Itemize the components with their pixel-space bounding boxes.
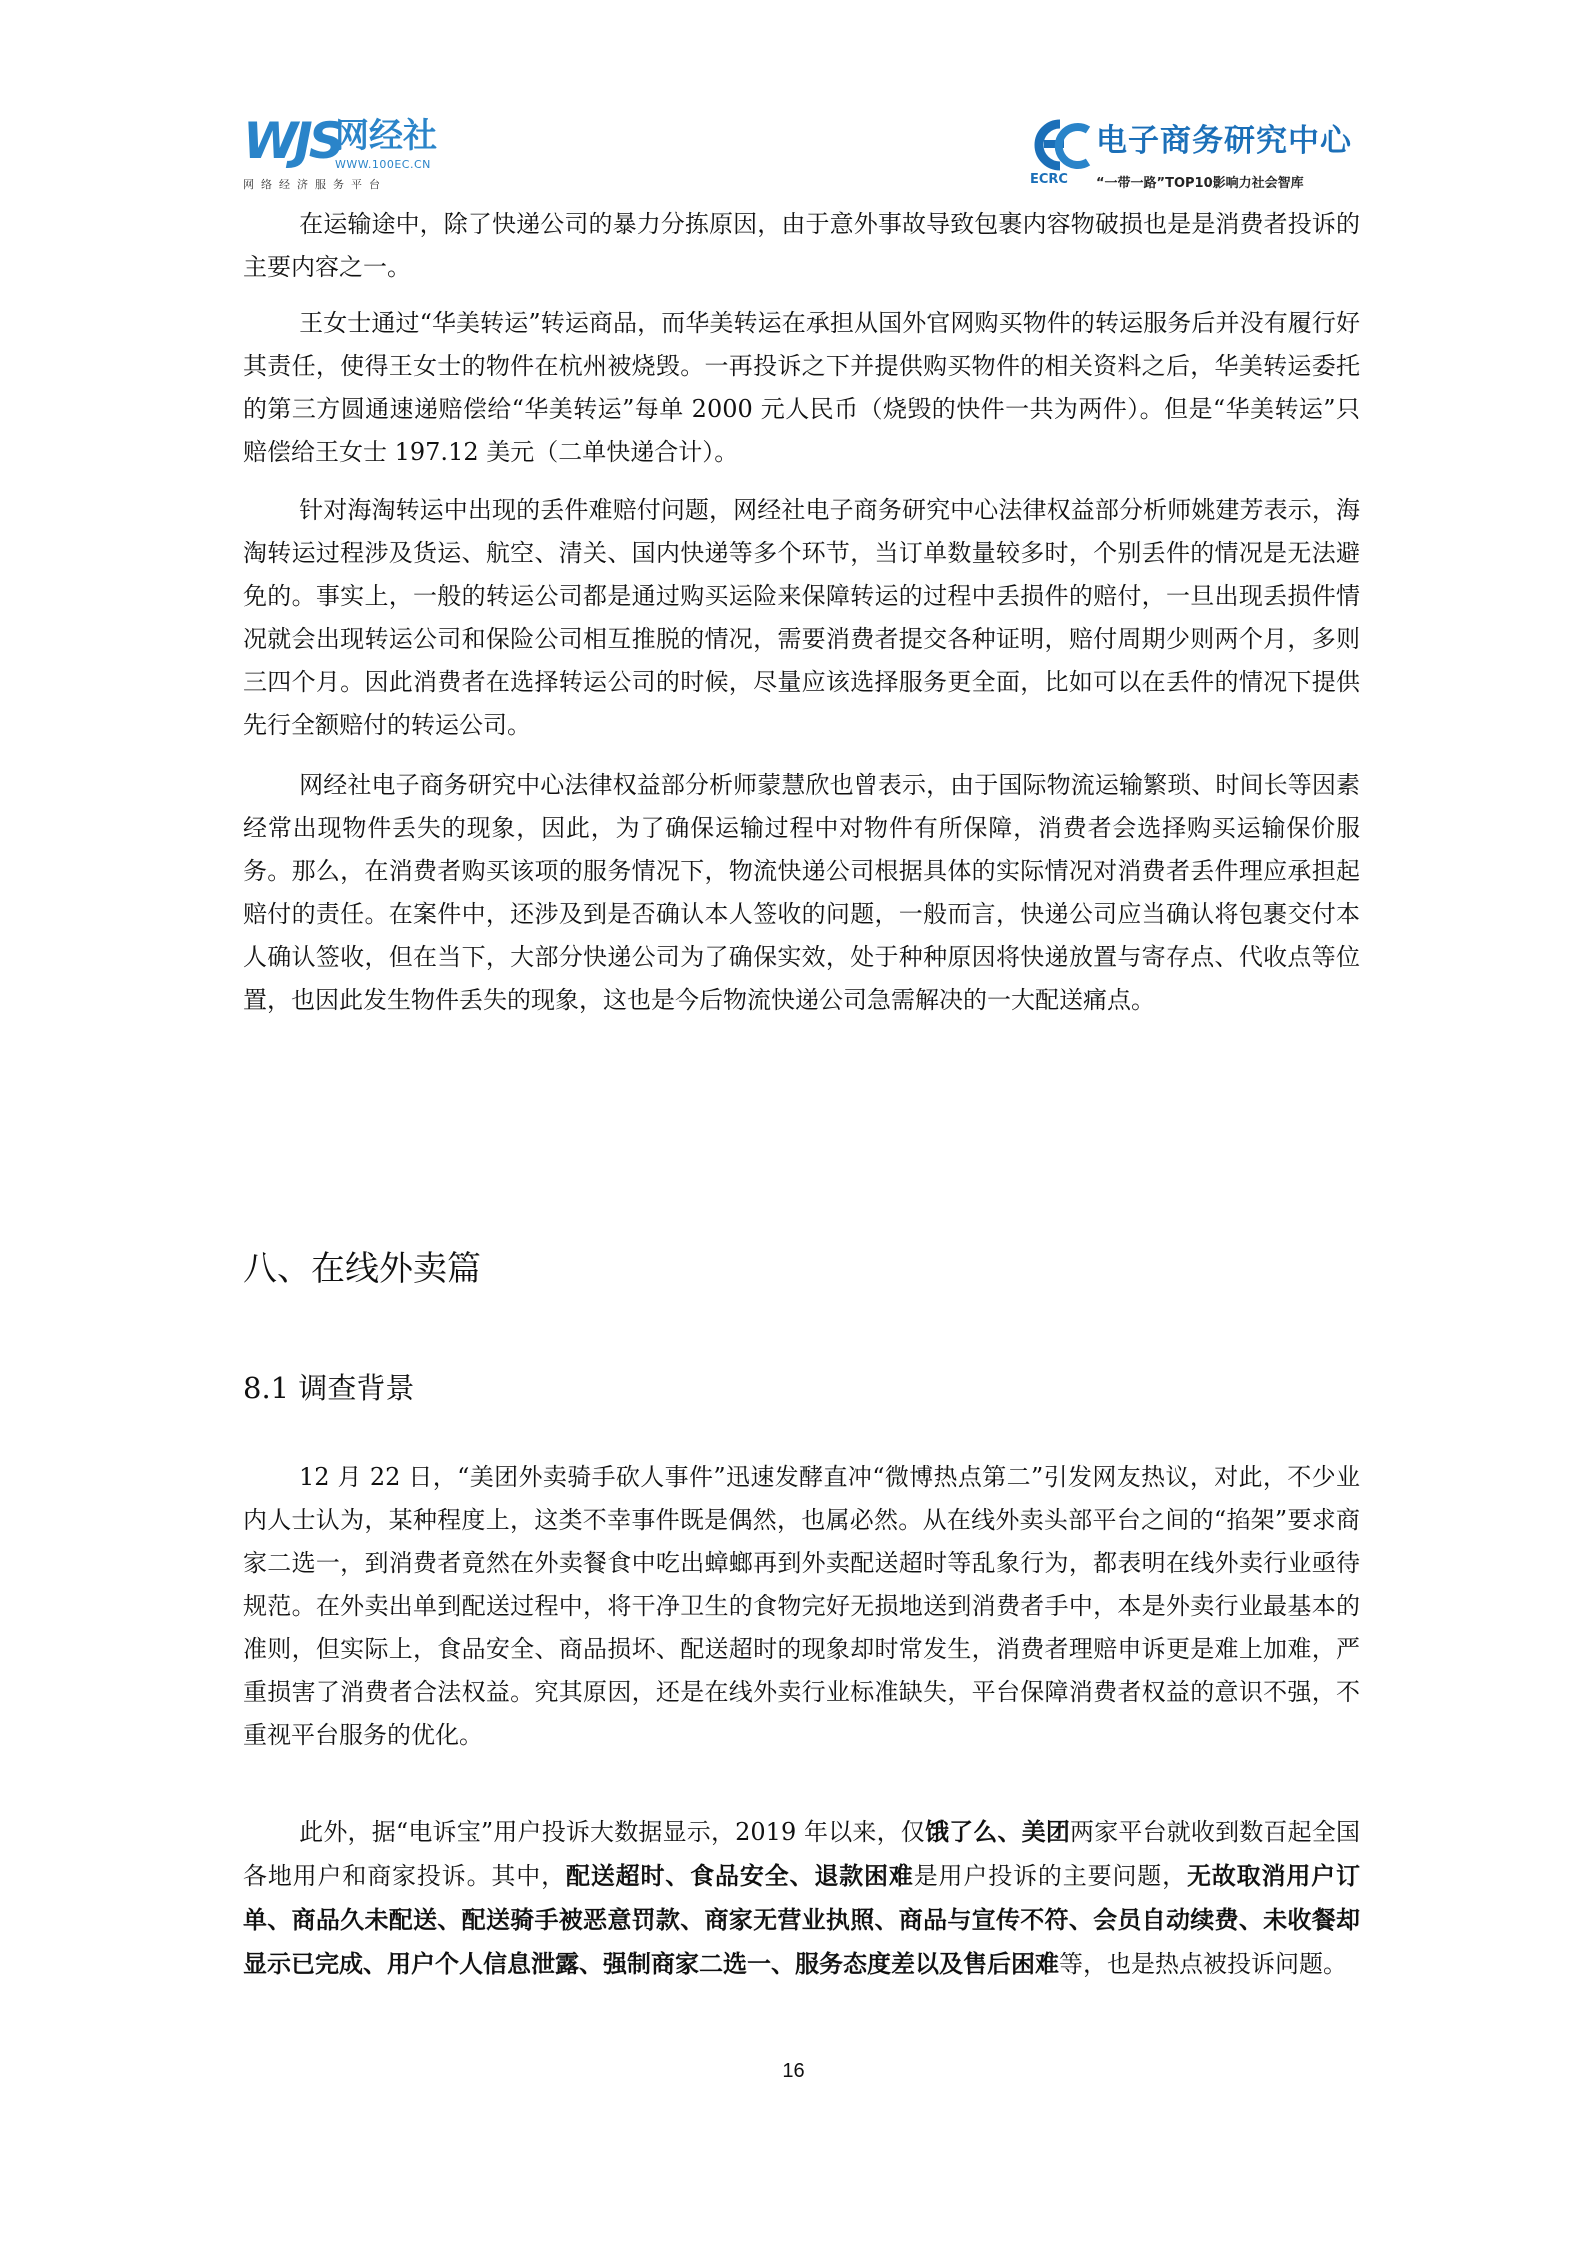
paragraph-1-text: 在运输途中，除了快递公司的暴力分拣原因，由于意外事故导致包裹内容物破损也是是消费者投诉的主要内容之一。 (243, 210, 1360, 281)
paragraph-6-text-3: 是用户投诉的主要问题， (913, 1862, 1187, 1890)
wangjingshe-logo (243, 112, 463, 194)
ecrc-logo-tagline: “一带一路”TOP10影响力社会智库 (1096, 176, 1304, 191)
ecrc-logo-abbr: ECRC (1030, 172, 1068, 187)
paragraph-2 (243, 302, 1360, 474)
paragraph-6-text-1: 此外，据“电诉宝”用户投诉大数据显示，2019 年以来，仅 (299, 1818, 925, 1846)
paragraph-6-bold-1: 饿了么、美团 (924, 1817, 1071, 1846)
ws-logo-name: 网经社 (335, 116, 437, 156)
paragraph-6 (243, 1810, 1360, 1986)
paragraph-1 (243, 203, 1360, 289)
paragraph-4-text: 网经社电子商务研究中心法律权益部分析师蒙慧欣也曾表示，由于国际物流运输繁琐、时间长等因素经常出现物件丢失的现象，因此，为了确保运输过程中对物件有所保障，消费者会选择购买运输保价服务。那么，在消费者购买该项的服务情况下，物流快递公司根据具体的实际情况对消费者丢件理应承担起赔付的责任。在案件中，还涉及到是否确认本人签收的问题，一般而言，快递公司应当确认将包裹交付本人确认签收，但在当下，大部分快递公司为了确保实效，处于种种原因将快递放置与寄存点、代收点等位置，也因此发生物件丢失的现象，这也是今后物流快递公司急需解决的一大配送痛点。 (243, 771, 1360, 1014)
paragraph-2-text: 王女士通过“华美转运”转运商品，而华美转运在承担从国外官网购买物件的转运服务后并没有履行好其责任，使得王女士的物件在杭州被烧毁。一再投诉之下并提供购买物件的相关资料之后，华美转运委托的第三方圆通速递赔偿给“华美转运”每单 2000 元人民币（烧毁的快件一共为两件）。但是“华美转运”只赔偿给王女士 197.12 美元（二单快递合计）。 (243, 309, 1360, 466)
section-heading: 八、在线外卖篇 (243, 1249, 481, 1289)
paragraph-6-bold-2: 配送超时、食品安全、退款困难 (565, 1861, 914, 1890)
paragraph-6-bold-3: 无故取消用户订单、商品久未配送、配送骑手被恶意罚款、商家无营业执照、商品与宣传不符、会员自动续费、未收餐却显示已完成、用户个人信息泄露、强制商家二选一、服务态度差以及售后困难 (243, 1861, 1361, 1978)
paragraph-6-text-4: 等，也是热点被投诉问题。 (1059, 1950, 1347, 1978)
page-number: 16 (782, 2060, 805, 2082)
ecrc-logo (1030, 118, 1360, 190)
paragraph-3 (243, 489, 1360, 747)
paragraph-5-text: 12 月 22 日，“美团外卖骑手砍人事件”迅速发酵直冲“微博热点第二”引发网友热议，对此，不少业内人士认为，某种程度上，这类不幸事件既是偶然，也属必然。从在线外卖头部平台之间的“掐架”要求商家二选一，到消费者竟然在外卖餐食中吃出蟑螂再到外卖配送超时等乱象行为，都表明在线外卖行业亟待规范。在外卖出单到配送过程中，将干净卫生的食物完好无损地送到消费者手中，本是外卖行业最基本的准则，但实际上，食品安全、商品损坏、配送超时的现象却时常发生，消费者理赔申诉更是难上加难，严重损害了消费者合法权益。究其原因，还是在线外卖行业标准缺失，平台保障消费者权益的意识不强，不重视平台服务的优化。 (243, 1463, 1360, 1749)
ecrc-logo-name: 电子商务研究中心 (1096, 123, 1352, 159)
ws-logo-url: WWW.100EC.CN (335, 158, 431, 171)
paragraph-6-text-2: 两家平台就收到数百起全国各地用户和商家投诉。其中， (243, 1818, 1361, 1890)
subsection-heading: 8.1 调查背景 (243, 1371, 415, 1405)
paragraph-3-text: 针对海淘转运中出现的丢件难赔付问题，网经社电子商务研究中心法律权益部分析师姚建芳表示，海淘转运过程涉及货运、航空、清关、国内快递等多个环节，当订单数量较多时，个别丢件的情况是无法避免的。事实上，一般的转运公司都是通过购买运险来保障转运的过程中丢损件的赔付，一旦出现丢损件情况就会出现转运公司和保险公司相互推脱的情况，需要消费者提交各种证明，赔付周期少则两个月，多则三四个月。因此消费者在选择转运公司的时候，尽量应该选择服务更全面，比如可以在丢件的情况下提供先行全额赔付的转运公司。 (243, 496, 1360, 739)
ecrc-logo-mark-icon (1030, 118, 1092, 172)
ws-logo-tagline: 网络经济服务平台 (243, 178, 387, 191)
paragraph-5 (243, 1456, 1360, 1757)
ws-logo-mark: WJS (243, 112, 341, 170)
paragraph-4 (243, 764, 1360, 1022)
